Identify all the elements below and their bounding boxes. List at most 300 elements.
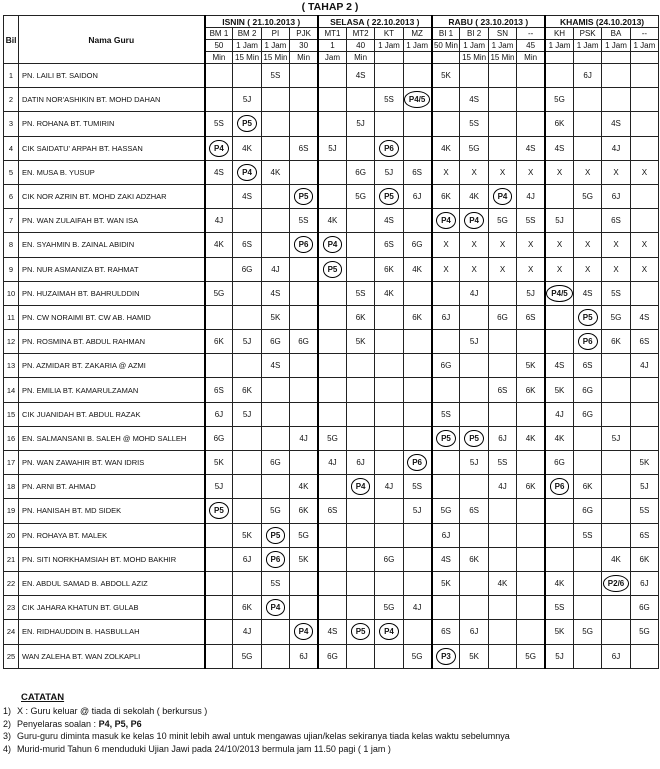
- note-item: [3, 743, 658, 756]
- schedule-cell: 5S: [346, 281, 374, 305]
- schedule-cell: 4K: [233, 136, 261, 160]
- schedule-cell: [403, 64, 431, 88]
- schedule-cell: [205, 257, 233, 281]
- schedule-cell: [545, 330, 573, 354]
- teacher-name: PN. SITI NORKHAMSIAH BT. MOHD BAKHIR: [19, 547, 205, 571]
- schedule-cell: 6K: [460, 547, 488, 571]
- schedule-cell: 4K: [602, 547, 630, 571]
- coordinator-mark: P5: [436, 430, 456, 447]
- coordinator-mark: P4: [379, 623, 399, 640]
- schedule-cell: 4J: [233, 620, 261, 644]
- table-row: [4, 88, 659, 112]
- schedule-cell: 4J: [517, 184, 545, 208]
- note-number: 3): [3, 731, 12, 742]
- schedule-cell: [545, 499, 573, 523]
- schedule-cell: [488, 184, 516, 208]
- schedule-cell: 6G: [261, 330, 289, 354]
- coordinator-mark: P4: [493, 188, 513, 205]
- table-row: [4, 354, 659, 378]
- schedule-cell: [602, 475, 630, 499]
- schedule-cell: 6S: [630, 330, 658, 354]
- table-row: [4, 571, 659, 595]
- teacher-name: EN. MUSA B. YUSUP: [19, 160, 205, 184]
- row-number: 9: [4, 257, 19, 281]
- schedule-cell: 5J: [517, 281, 545, 305]
- teacher-name: PN. WAN ZULAIFAH BT. WAN ISA: [19, 209, 205, 233]
- schedule-cell: [517, 88, 545, 112]
- schedule-cell: [545, 547, 573, 571]
- schedule-cell: 5J: [630, 475, 658, 499]
- schedule-cell: [488, 354, 516, 378]
- duration-header: 15 Min: [460, 52, 488, 64]
- note-text: Penyelaras soalan :: [17, 718, 99, 729]
- schedule-cell: X: [432, 257, 460, 281]
- schedule-cell: 6G: [261, 451, 289, 475]
- schedule-cell: 5K: [346, 330, 374, 354]
- schedule-cell: [261, 233, 289, 257]
- schedule-cell: 6K: [602, 330, 630, 354]
- row-number: 12: [4, 330, 19, 354]
- schedule-cell: [346, 354, 374, 378]
- row-number: 24: [4, 620, 19, 644]
- note-text: X : Guru keluar @ tiada di sekolah ( berkursus ): [17, 705, 208, 716]
- table-row: [4, 330, 659, 354]
- coordinator-mark: P3: [436, 648, 456, 665]
- schedule-cell: [517, 64, 545, 88]
- schedule-cell: 6J: [205, 402, 233, 426]
- schedule-cell: [460, 305, 488, 329]
- schedule-cell: [233, 451, 261, 475]
- schedule-cell: 5J: [460, 451, 488, 475]
- schedule-cell: 6S: [403, 160, 431, 184]
- schedule-cell: [318, 330, 346, 354]
- schedule-cell: 6G: [205, 426, 233, 450]
- schedule-cell: [318, 596, 346, 620]
- schedule-cell: 4K: [488, 571, 516, 595]
- schedule-cell: X: [517, 257, 545, 281]
- duration-header: 1 Jam: [403, 40, 431, 52]
- schedule-cell: [318, 257, 346, 281]
- schedule-cell: [261, 209, 289, 233]
- coordinator-mark: P5: [237, 115, 257, 132]
- coordinator-mark: P5: [266, 527, 286, 544]
- duration-header: 15 Min: [261, 52, 289, 64]
- schedule-cell: 5G: [517, 644, 545, 668]
- subject-header: BA: [602, 28, 630, 40]
- schedule-cell: [233, 426, 261, 450]
- teacher-name: CIK JAHARA KHATUN BT. GULAB: [19, 596, 205, 620]
- schedule-cell: 5J: [460, 330, 488, 354]
- schedule-cell: 5G: [573, 620, 601, 644]
- schedule-cell: [318, 571, 346, 595]
- schedule-cell: 4S: [460, 88, 488, 112]
- schedule-cell: [460, 426, 488, 450]
- row-number: 4: [4, 136, 19, 160]
- schedule-cell: 4K: [545, 571, 573, 595]
- schedule-cell: [318, 112, 346, 136]
- schedule-cell: [573, 451, 601, 475]
- schedule-cell: [346, 88, 374, 112]
- subject-header: PI: [261, 28, 289, 40]
- schedule-cell: 5J: [375, 160, 403, 184]
- note-text: Murid-murid Tahun 6 menduduki Ujian Jawi pada 24/10/2013 bermula jam 11.50 pagi ( 1 jam ): [17, 744, 391, 755]
- exam-invigilation-table: [3, 15, 659, 669]
- schedule-cell: [290, 112, 318, 136]
- row-number: 15: [4, 402, 19, 426]
- schedule-cell: 5G: [545, 88, 573, 112]
- schedule-cell: 5S: [573, 523, 601, 547]
- day-header: KHAMIS (24.10.2013): [545, 16, 659, 28]
- schedule-cell: [346, 620, 374, 644]
- coordinator-mark: P6: [550, 478, 570, 495]
- teacher-name: PN. AZMIDAR BT. ZAKARIA @ AZMI: [19, 354, 205, 378]
- schedule-cell: [602, 378, 630, 402]
- schedule-cell: [375, 523, 403, 547]
- subject-header: BM 1: [205, 28, 233, 40]
- schedule-cell: [290, 596, 318, 620]
- duration-header: 30: [290, 40, 318, 52]
- schedule-cell: [630, 426, 658, 450]
- schedule-cell: [346, 426, 374, 450]
- coordinator-mark: P6: [294, 236, 314, 253]
- schedule-cell: 5J: [403, 499, 431, 523]
- schedule-cell: [573, 136, 601, 160]
- note-number: 1): [3, 705, 12, 716]
- teacher-name: DATIN NOR'ASHIKIN BT. MOHD DAHAN: [19, 88, 205, 112]
- schedule-cell: [318, 523, 346, 547]
- schedule-cell: X: [602, 160, 630, 184]
- schedule-cell: [346, 136, 374, 160]
- schedule-cell: X: [630, 257, 658, 281]
- row-number: 3: [4, 112, 19, 136]
- table-row: [4, 475, 659, 499]
- duration-header: 1 Jam: [573, 40, 601, 52]
- table-row: [4, 305, 659, 329]
- schedule-cell: [602, 596, 630, 620]
- schedule-cell: 5G: [630, 620, 658, 644]
- schedule-cell: [205, 499, 233, 523]
- schedule-cell: 5J: [545, 209, 573, 233]
- coordinator-mark: P5: [379, 188, 399, 205]
- schedule-cell: [488, 644, 516, 668]
- teacher-name: PN. CW NORAIMI BT. CW AB. HAMID: [19, 305, 205, 329]
- schedule-cell: [375, 354, 403, 378]
- teacher-name: PN. LAILI BT. SAIDON: [19, 64, 205, 88]
- schedule-cell: [318, 88, 346, 112]
- header-bil: Bil: [4, 16, 19, 64]
- schedule-cell: X: [460, 233, 488, 257]
- schedule-cell: [488, 281, 516, 305]
- schedule-cell: [346, 209, 374, 233]
- schedule-cell: 6K: [233, 378, 261, 402]
- duration-header: Min: [290, 52, 318, 64]
- schedule-cell: 5S: [545, 596, 573, 620]
- schedule-cell: [573, 571, 601, 595]
- schedule-cell: [432, 451, 460, 475]
- schedule-cell: 6K: [233, 596, 261, 620]
- schedule-cell: [318, 184, 346, 208]
- schedule-cell: [290, 233, 318, 257]
- schedule-cell: [318, 305, 346, 329]
- schedule-cell: [318, 475, 346, 499]
- schedule-cell: [290, 184, 318, 208]
- table-row: [4, 184, 659, 208]
- schedule-cell: [290, 402, 318, 426]
- schedule-cell: [573, 88, 601, 112]
- schedule-cell: 6J: [432, 305, 460, 329]
- schedule-cell: 5K: [233, 523, 261, 547]
- coordinator-mark: P4: [209, 140, 229, 157]
- schedule-cell: [517, 112, 545, 136]
- schedule-cell: [346, 523, 374, 547]
- schedule-cell: 4S: [205, 160, 233, 184]
- schedule-cell: [375, 620, 403, 644]
- schedule-cell: [261, 378, 289, 402]
- schedule-cell: [602, 571, 630, 595]
- schedule-cell: 6G: [573, 402, 601, 426]
- schedule-cell: 6J: [346, 451, 374, 475]
- schedule-cell: [630, 378, 658, 402]
- teacher-name: PN. ROHANA BT. TUMIRIN: [19, 112, 205, 136]
- coordinator-mark: P2/6: [603, 575, 629, 592]
- day-header: RABU ( 23.10.2013 ): [432, 16, 546, 28]
- schedule-cell: [545, 305, 573, 329]
- schedule-cell: [290, 305, 318, 329]
- schedule-cell: [375, 64, 403, 88]
- coordinator-mark: P6: [407, 454, 427, 471]
- duration-header: 45: [517, 40, 545, 52]
- coordinator-mark: P4/5: [404, 91, 430, 108]
- duration-header: [545, 52, 573, 64]
- schedule-cell: 4S: [545, 354, 573, 378]
- schedule-cell: [318, 354, 346, 378]
- schedule-cell: 4S: [602, 112, 630, 136]
- table-row: [4, 136, 659, 160]
- table-row: [4, 112, 659, 136]
- row-number: 1: [4, 64, 19, 88]
- schedule-cell: [261, 596, 289, 620]
- schedule-cell: [261, 402, 289, 426]
- duration-header: [375, 52, 403, 64]
- schedule-cell: 5J: [318, 136, 346, 160]
- schedule-cell: [375, 136, 403, 160]
- schedule-cell: [573, 426, 601, 450]
- teacher-name: PN. HUZAIMAH BT. BAHRULDDIN: [19, 281, 205, 305]
- schedule-cell: [233, 305, 261, 329]
- schedule-cell: 5S: [432, 402, 460, 426]
- table-header: [4, 16, 659, 64]
- row-number: 2: [4, 88, 19, 112]
- schedule-cell: 5S: [630, 499, 658, 523]
- schedule-cell: 6S: [573, 354, 601, 378]
- table-row: [4, 499, 659, 523]
- schedule-cell: [403, 354, 431, 378]
- schedule-cell: 6K: [375, 257, 403, 281]
- duration-header: [573, 52, 601, 64]
- schedule-cell: X: [517, 160, 545, 184]
- schedule-cell: [261, 426, 289, 450]
- row-number: 19: [4, 499, 19, 523]
- schedule-cell: [488, 64, 516, 88]
- schedule-cell: [517, 330, 545, 354]
- schedule-cell: [346, 233, 374, 257]
- subject-header: BM 2: [233, 28, 261, 40]
- subject-header: BI 2: [460, 28, 488, 40]
- duration-header: [403, 52, 431, 64]
- schedule-cell: 4S: [233, 184, 261, 208]
- schedule-cell: 4K: [460, 184, 488, 208]
- schedule-cell: 5G: [602, 305, 630, 329]
- table-body: [4, 64, 659, 669]
- coordinator-mark: P5: [294, 188, 314, 205]
- table-row: [4, 257, 659, 281]
- schedule-cell: 5G: [205, 281, 233, 305]
- schedule-cell: 5J: [602, 426, 630, 450]
- coordinator-mark: P5: [578, 309, 598, 326]
- schedule-cell: 6G: [375, 547, 403, 571]
- note-item: [3, 718, 658, 731]
- schedule-cell: [602, 64, 630, 88]
- row-number: 10: [4, 281, 19, 305]
- note-item: [3, 730, 658, 743]
- schedule-cell: 6G: [318, 644, 346, 668]
- schedule-cell: [403, 571, 431, 595]
- schedule-cell: 5S: [290, 209, 318, 233]
- schedule-cell: [375, 644, 403, 668]
- schedule-cell: 6K: [573, 475, 601, 499]
- teacher-name: CIK SAIDATU' ARPAH BT. HASSAN: [19, 136, 205, 160]
- table-row: [4, 378, 659, 402]
- schedule-cell: [290, 451, 318, 475]
- coordinator-mark: P4: [294, 623, 314, 640]
- schedule-cell: 6K: [346, 305, 374, 329]
- duration-header: 1 Jam: [460, 40, 488, 52]
- schedule-cell: 5J: [205, 475, 233, 499]
- teacher-name: PN. WAN ZAWAHIR BT. WAN IDRIS: [19, 451, 205, 475]
- schedule-cell: 4S: [261, 354, 289, 378]
- schedule-cell: 4K: [545, 426, 573, 450]
- teacher-name: EN. ABDUL SAMAD B. ABDOLL AZIZ: [19, 571, 205, 595]
- schedule-cell: 4K: [261, 160, 289, 184]
- subject-header: MT1: [318, 28, 346, 40]
- schedule-cell: 5K: [460, 644, 488, 668]
- table-row: [4, 451, 659, 475]
- schedule-cell: 5G: [488, 209, 516, 233]
- schedule-cell: [261, 184, 289, 208]
- coordinator-mark: P5: [464, 430, 484, 447]
- schedule-cell: 6G: [573, 499, 601, 523]
- duration-header: 15 Min: [488, 52, 516, 64]
- schedule-cell: X: [602, 233, 630, 257]
- duration-header: 50: [205, 40, 233, 52]
- schedule-cell: [573, 305, 601, 329]
- schedule-cell: 4K: [517, 426, 545, 450]
- schedule-cell: 5S: [403, 475, 431, 499]
- schedule-cell: 5S: [517, 209, 545, 233]
- schedule-cell: 5K: [432, 64, 460, 88]
- note-number: 2): [3, 718, 12, 729]
- schedule-cell: [602, 620, 630, 644]
- schedule-cell: [318, 378, 346, 402]
- schedule-cell: 5K: [261, 305, 289, 329]
- schedule-cell: [432, 88, 460, 112]
- schedule-cell: 6G: [403, 233, 431, 257]
- day-header: SELASA ( 22.10.2013 ): [318, 16, 432, 28]
- schedule-cell: [545, 523, 573, 547]
- coordinator-mark: P4: [266, 599, 286, 616]
- schedule-cell: 5S: [602, 281, 630, 305]
- schedule-cell: 5S: [261, 571, 289, 595]
- table-row: [4, 644, 659, 668]
- schedule-cell: [205, 571, 233, 595]
- note-number: 4): [3, 744, 12, 755]
- schedule-cell: [460, 571, 488, 595]
- schedule-cell: [375, 184, 403, 208]
- schedule-cell: [432, 209, 460, 233]
- schedule-cell: 6K: [403, 305, 431, 329]
- subject-header: PJK: [290, 28, 318, 40]
- subject-header: KH: [545, 28, 573, 40]
- schedule-cell: [517, 402, 545, 426]
- schedule-cell: 6J: [403, 184, 431, 208]
- schedule-cell: 5G: [233, 644, 261, 668]
- schedule-cell: 5G: [346, 184, 374, 208]
- teacher-name: EN. SALMANSANI B. SALEH @ MOHD SALLEH: [19, 426, 205, 450]
- schedule-cell: 6K: [205, 330, 233, 354]
- duration-header: 1 Jam: [602, 40, 630, 52]
- schedule-cell: 6K: [517, 475, 545, 499]
- schedule-cell: [205, 620, 233, 644]
- row-number: 8: [4, 233, 19, 257]
- duration-header: 1 Jam: [630, 40, 658, 52]
- schedule-cell: [517, 499, 545, 523]
- schedule-cell: [290, 378, 318, 402]
- table-row: [4, 426, 659, 450]
- schedule-cell: 4J: [602, 136, 630, 160]
- schedule-cell: 4J: [488, 475, 516, 499]
- schedule-cell: 4J: [460, 281, 488, 305]
- schedule-cell: 6G: [346, 160, 374, 184]
- schedule-cell: X: [517, 233, 545, 257]
- schedule-cell: [460, 64, 488, 88]
- schedule-cell: [403, 620, 431, 644]
- schedule-cell: 4K: [403, 257, 431, 281]
- table-row: [4, 64, 659, 88]
- schedule-cell: [318, 64, 346, 88]
- schedule-cell: [346, 571, 374, 595]
- table-row: [4, 523, 659, 547]
- row-number: 6: [4, 184, 19, 208]
- schedule-cell: [460, 209, 488, 233]
- schedule-cell: [488, 499, 516, 523]
- schedule-cell: [290, 160, 318, 184]
- schedule-cell: [261, 523, 289, 547]
- schedule-cell: [233, 64, 261, 88]
- schedule-cell: X: [602, 257, 630, 281]
- schedule-cell: 5J: [545, 644, 573, 668]
- schedule-cell: 6G: [573, 378, 601, 402]
- schedule-cell: [375, 499, 403, 523]
- schedule-cell: [432, 596, 460, 620]
- row-number: 11: [4, 305, 19, 329]
- teacher-name: PN. NUR ASMANIZA BT. RAHMAT: [19, 257, 205, 281]
- schedule-cell: [517, 596, 545, 620]
- schedule-cell: 4S: [432, 547, 460, 571]
- schedule-cell: [290, 281, 318, 305]
- schedule-cell: 5G: [375, 596, 403, 620]
- coordinator-mark: P5: [209, 502, 229, 519]
- subject-header: PSK: [573, 28, 601, 40]
